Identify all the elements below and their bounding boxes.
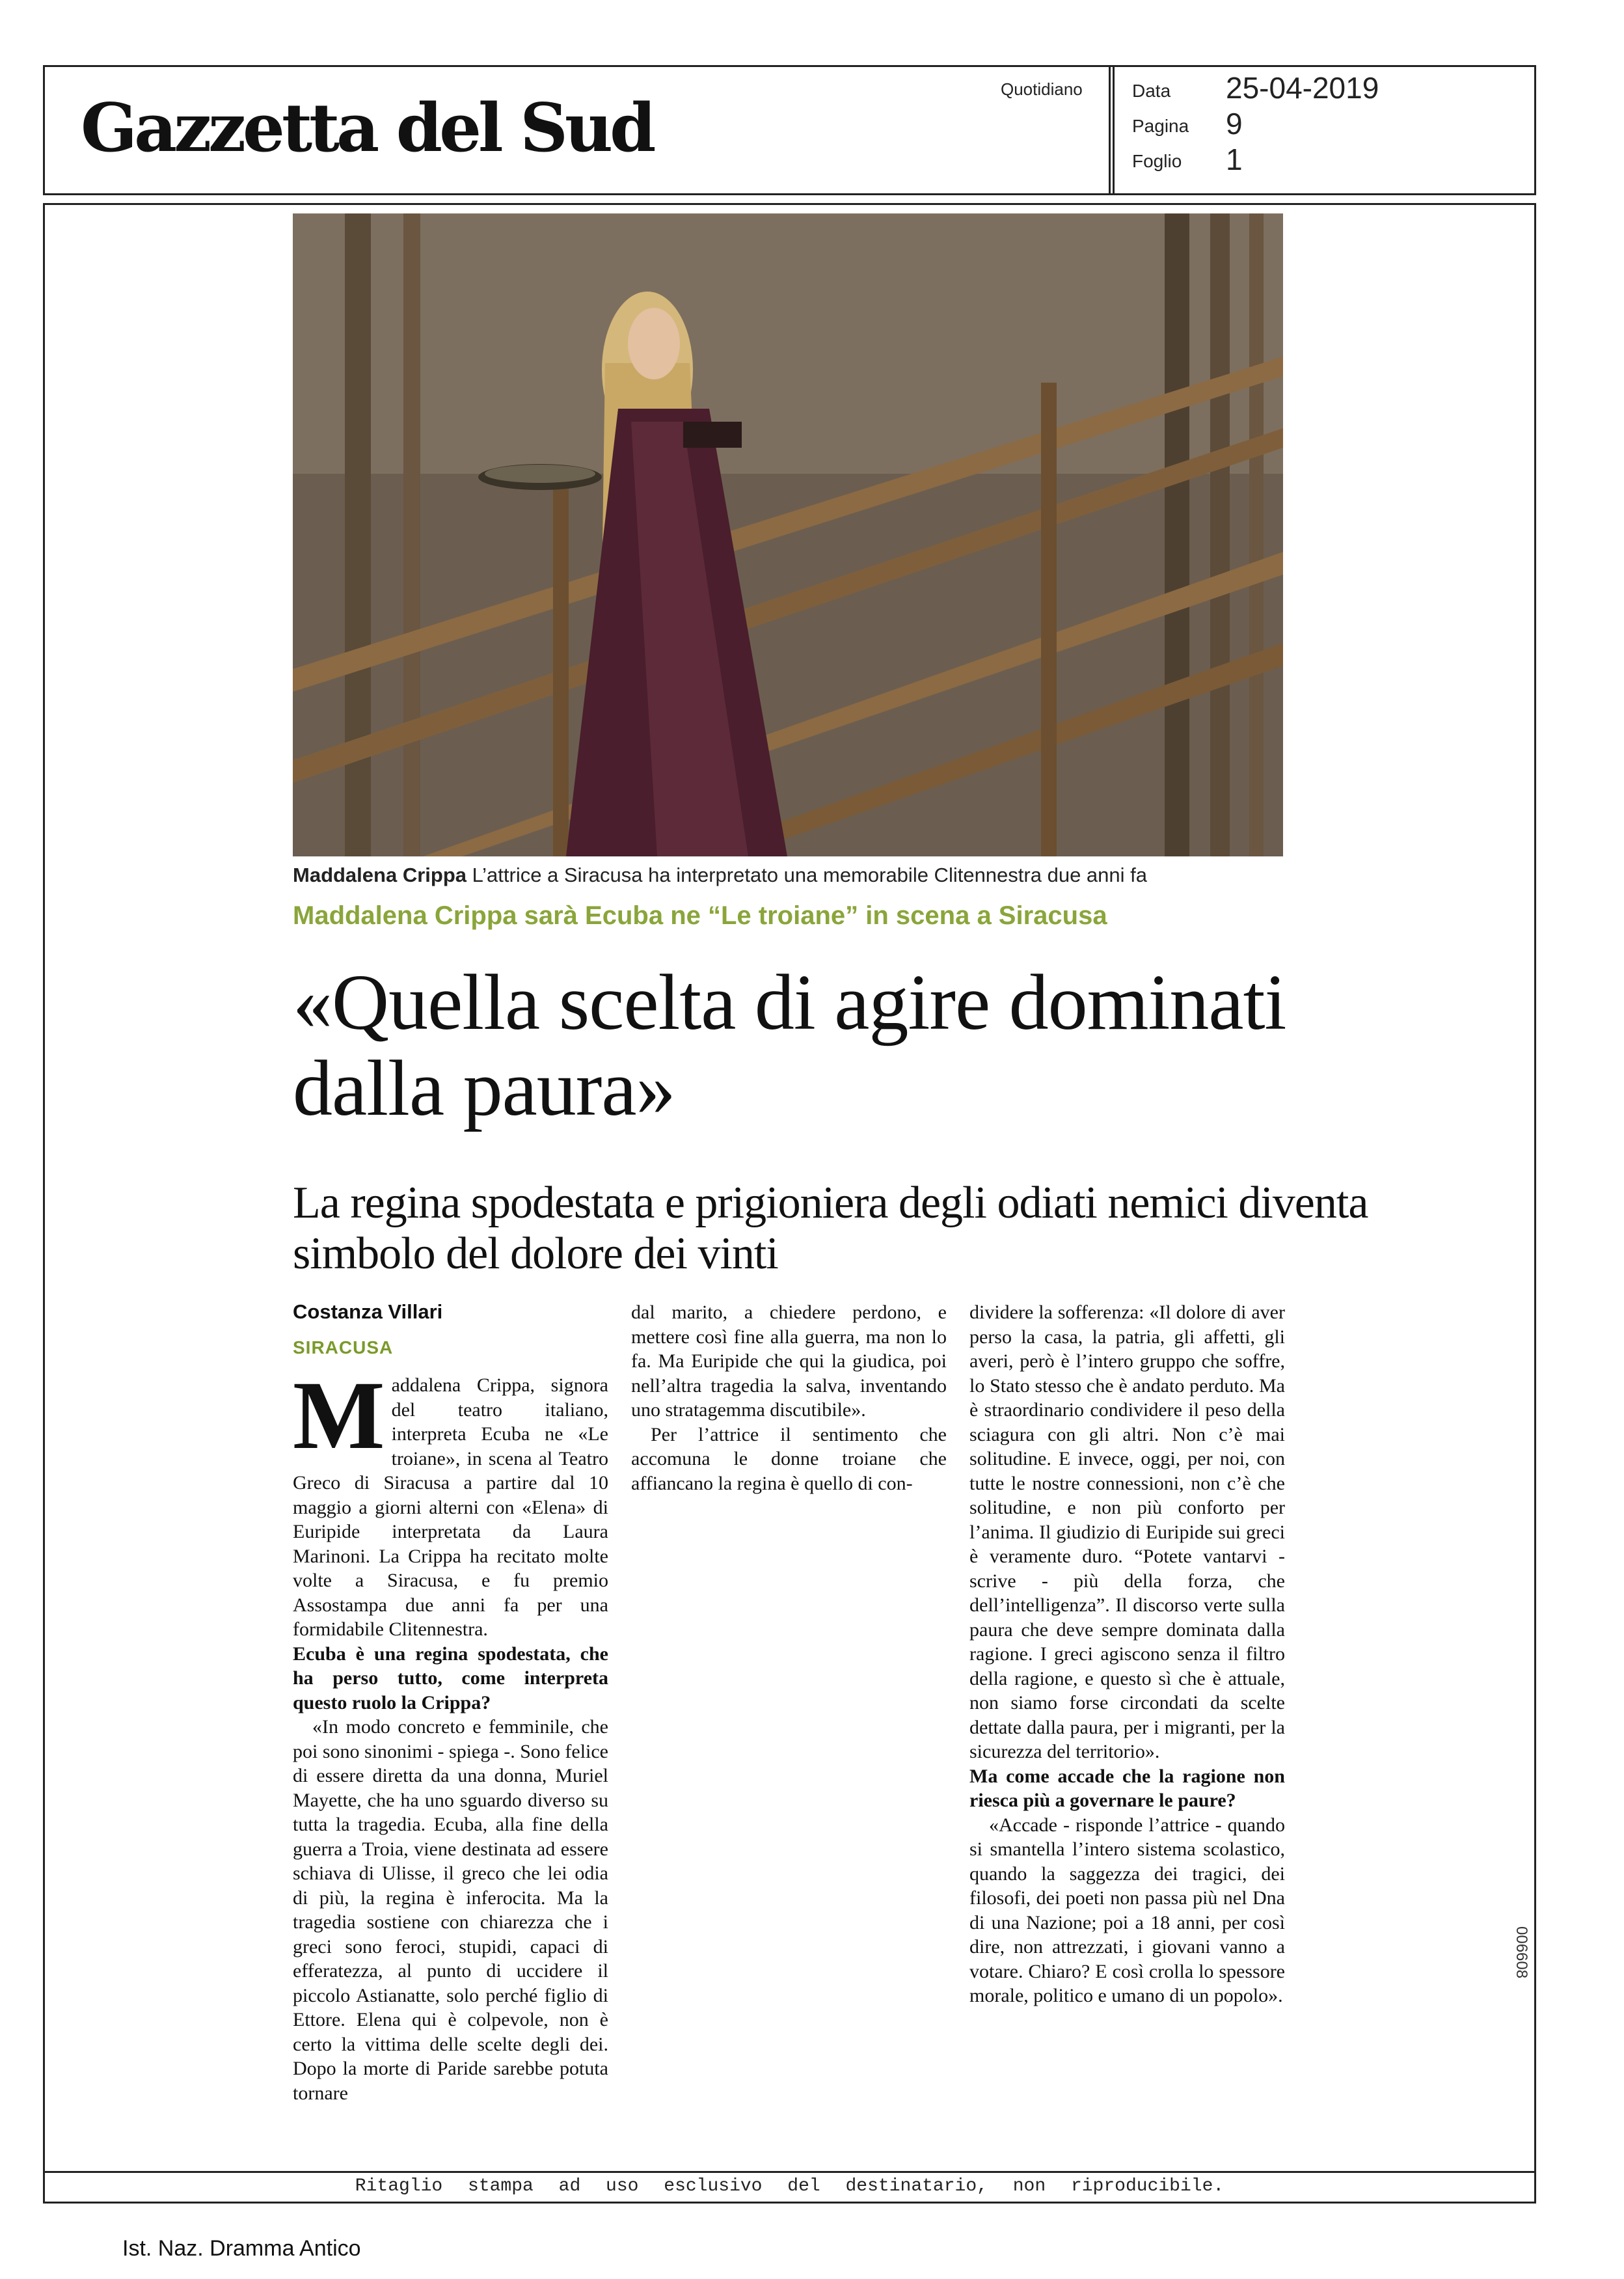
interview-question: Ecuba è una regina spodestata, che ha perso tutto, come interpreta questo ruolo la Crippa? xyxy=(293,1643,608,1713)
paragraph: dal marito, a chiedere perdono, e mettere così fine alla guerra, ma non lo fa. Ma Euripide che qui la giudica, poi nell’altra tragedia la salva, inventando uno stratagemma discutibile». xyxy=(631,1302,947,1421)
sheet-label: Foglio xyxy=(1132,151,1182,171)
clipping-code: 006608 xyxy=(1513,1926,1530,1979)
page-label: Pagina xyxy=(1132,116,1189,136)
interview-question: Ma come accade che la ragione non riesca più a governare le paure? xyxy=(969,1765,1285,1811)
article-photo xyxy=(293,213,1283,856)
paragraph xyxy=(293,1361,608,1642)
article-column-1 xyxy=(293,1361,608,2105)
article-column-3 xyxy=(969,1300,1285,2008)
date-value: 25-04-2019 xyxy=(1226,71,1379,105)
dateline-place: SIRACUSA xyxy=(293,1337,394,1358)
sheet-value: 1 xyxy=(1226,143,1243,176)
footer-divider xyxy=(43,2171,1536,2173)
paragraph: «In modo concreto e femminile, che poi sono sinonimi - spiega -. Sono felice di essere diretta da una donna, Muriel Mayette, che ha uno sguardo diverso su tutta la tragedia. Ecuba, alla fine della guerra a Troia, viene destinata ad essere schiava di Ulisse, il greco che lei odia di più, la regina è inferocita. Ma la tragedia sostiene con chiarezza che i greci sono feroci, stupidi, capaci di efferatezza, al punto di uccidere il piccolo Astianatte, solo perché figlio di Ettore. Elena qui è colpevole, non è certo la vittima delle scelte degli dei. Dopo la morte di Paride sarebbe potuta tornare xyxy=(293,1716,608,2104)
drop-cap: M xyxy=(293,1361,385,1469)
paragraph: Per l’attrice il sentimento che accomuna le donne troiane che affiancano la regina è quello di con- xyxy=(631,1423,947,1494)
publication-logo: Gazzetta del Sud xyxy=(81,89,653,167)
page-value: 9 xyxy=(1226,107,1243,141)
article-kicker: Maddalena Crippa sarà Ecuba ne “Le troiane” in scena a Siracusa xyxy=(293,901,1107,930)
header-divider xyxy=(1109,65,1115,195)
author-byline: Costanza Villari xyxy=(293,1300,443,1323)
copyright-notice: Ritaglio stampa ad uso esclusivo del destinatario, non riproducibile. xyxy=(355,2176,1225,2196)
caption-text: L’attrice a Siracusa ha interpretato una memorabile Clitennestra due anni fa xyxy=(467,864,1147,886)
publication-type: Quotidiano xyxy=(1001,79,1083,99)
article-column-2 xyxy=(631,1300,947,1495)
clipping-source: Ist. Naz. Dramma Antico xyxy=(122,2236,361,2261)
caption-name: Maddalena Crippa xyxy=(293,864,467,886)
date-label: Data xyxy=(1132,81,1171,101)
article-headline: «Quella scelta di agire dominati dalla paura» xyxy=(293,959,1286,1132)
paragraph-text: addalena Crippa, signora del teatro italiano, interpreta Ecuba ne «Le troiane», in scena al Teatro Greco di Siracusa a partire dal 10 maggio a giorni alterni con «Elena» di Euripide interpretata da Laura Marinoni. La Crippa ha recitato molte volte a Siracusa, e fu premio Assostampa due anni fa per una formidabile Clitennestra. xyxy=(293,1374,608,1640)
article-subhead: La regina spodestata e prigioniera degli odiati nemici diventa simbolo del dolore dei vinti xyxy=(293,1178,1368,1279)
photo-caption xyxy=(293,864,1295,887)
paragraph: «Accade - risponde l’attrice - quando si smantella l’intero sistema scolastico, quando la saggezza dei tragici, dei filosofi, dei poeti non passa più nel Dna di una Nazione; poi a 18 anni, per così dire, non attrezzati, i giovani vanno a votare. Chiaro? E così crolla lo spessore morale, politico e umano di un popolo». xyxy=(969,1814,1285,2006)
paragraph: dividere la sofferenza: «Il dolore di aver perso la casa, la patria, gli affetti, gli averi, però è l’intero gruppo che soffre, lo Stato stesso che è andato perduto. Ma è straordinario condividere il peso della sciagura con gli altri. Non c’è mai solitudine. E invece, oggi, per noi, con tutte le nostre connessioni, non c’è che solitudine, e non più conforto per l’anima. Il giudizio di Euripide sui greci è veramente duro. “Potete vantarvi - scrive - più della forza, che dell’intelligenza”. Il discorso verte sulla paura che deve sempre dominata dalla ragione. I greci agiscono senza il filtro della ragione, e questo sì che è attuale, non siamo forse circondati da scelte dettate dalla paura, per i migranti, per la sicurezza del territorio». xyxy=(969,1302,1285,1762)
